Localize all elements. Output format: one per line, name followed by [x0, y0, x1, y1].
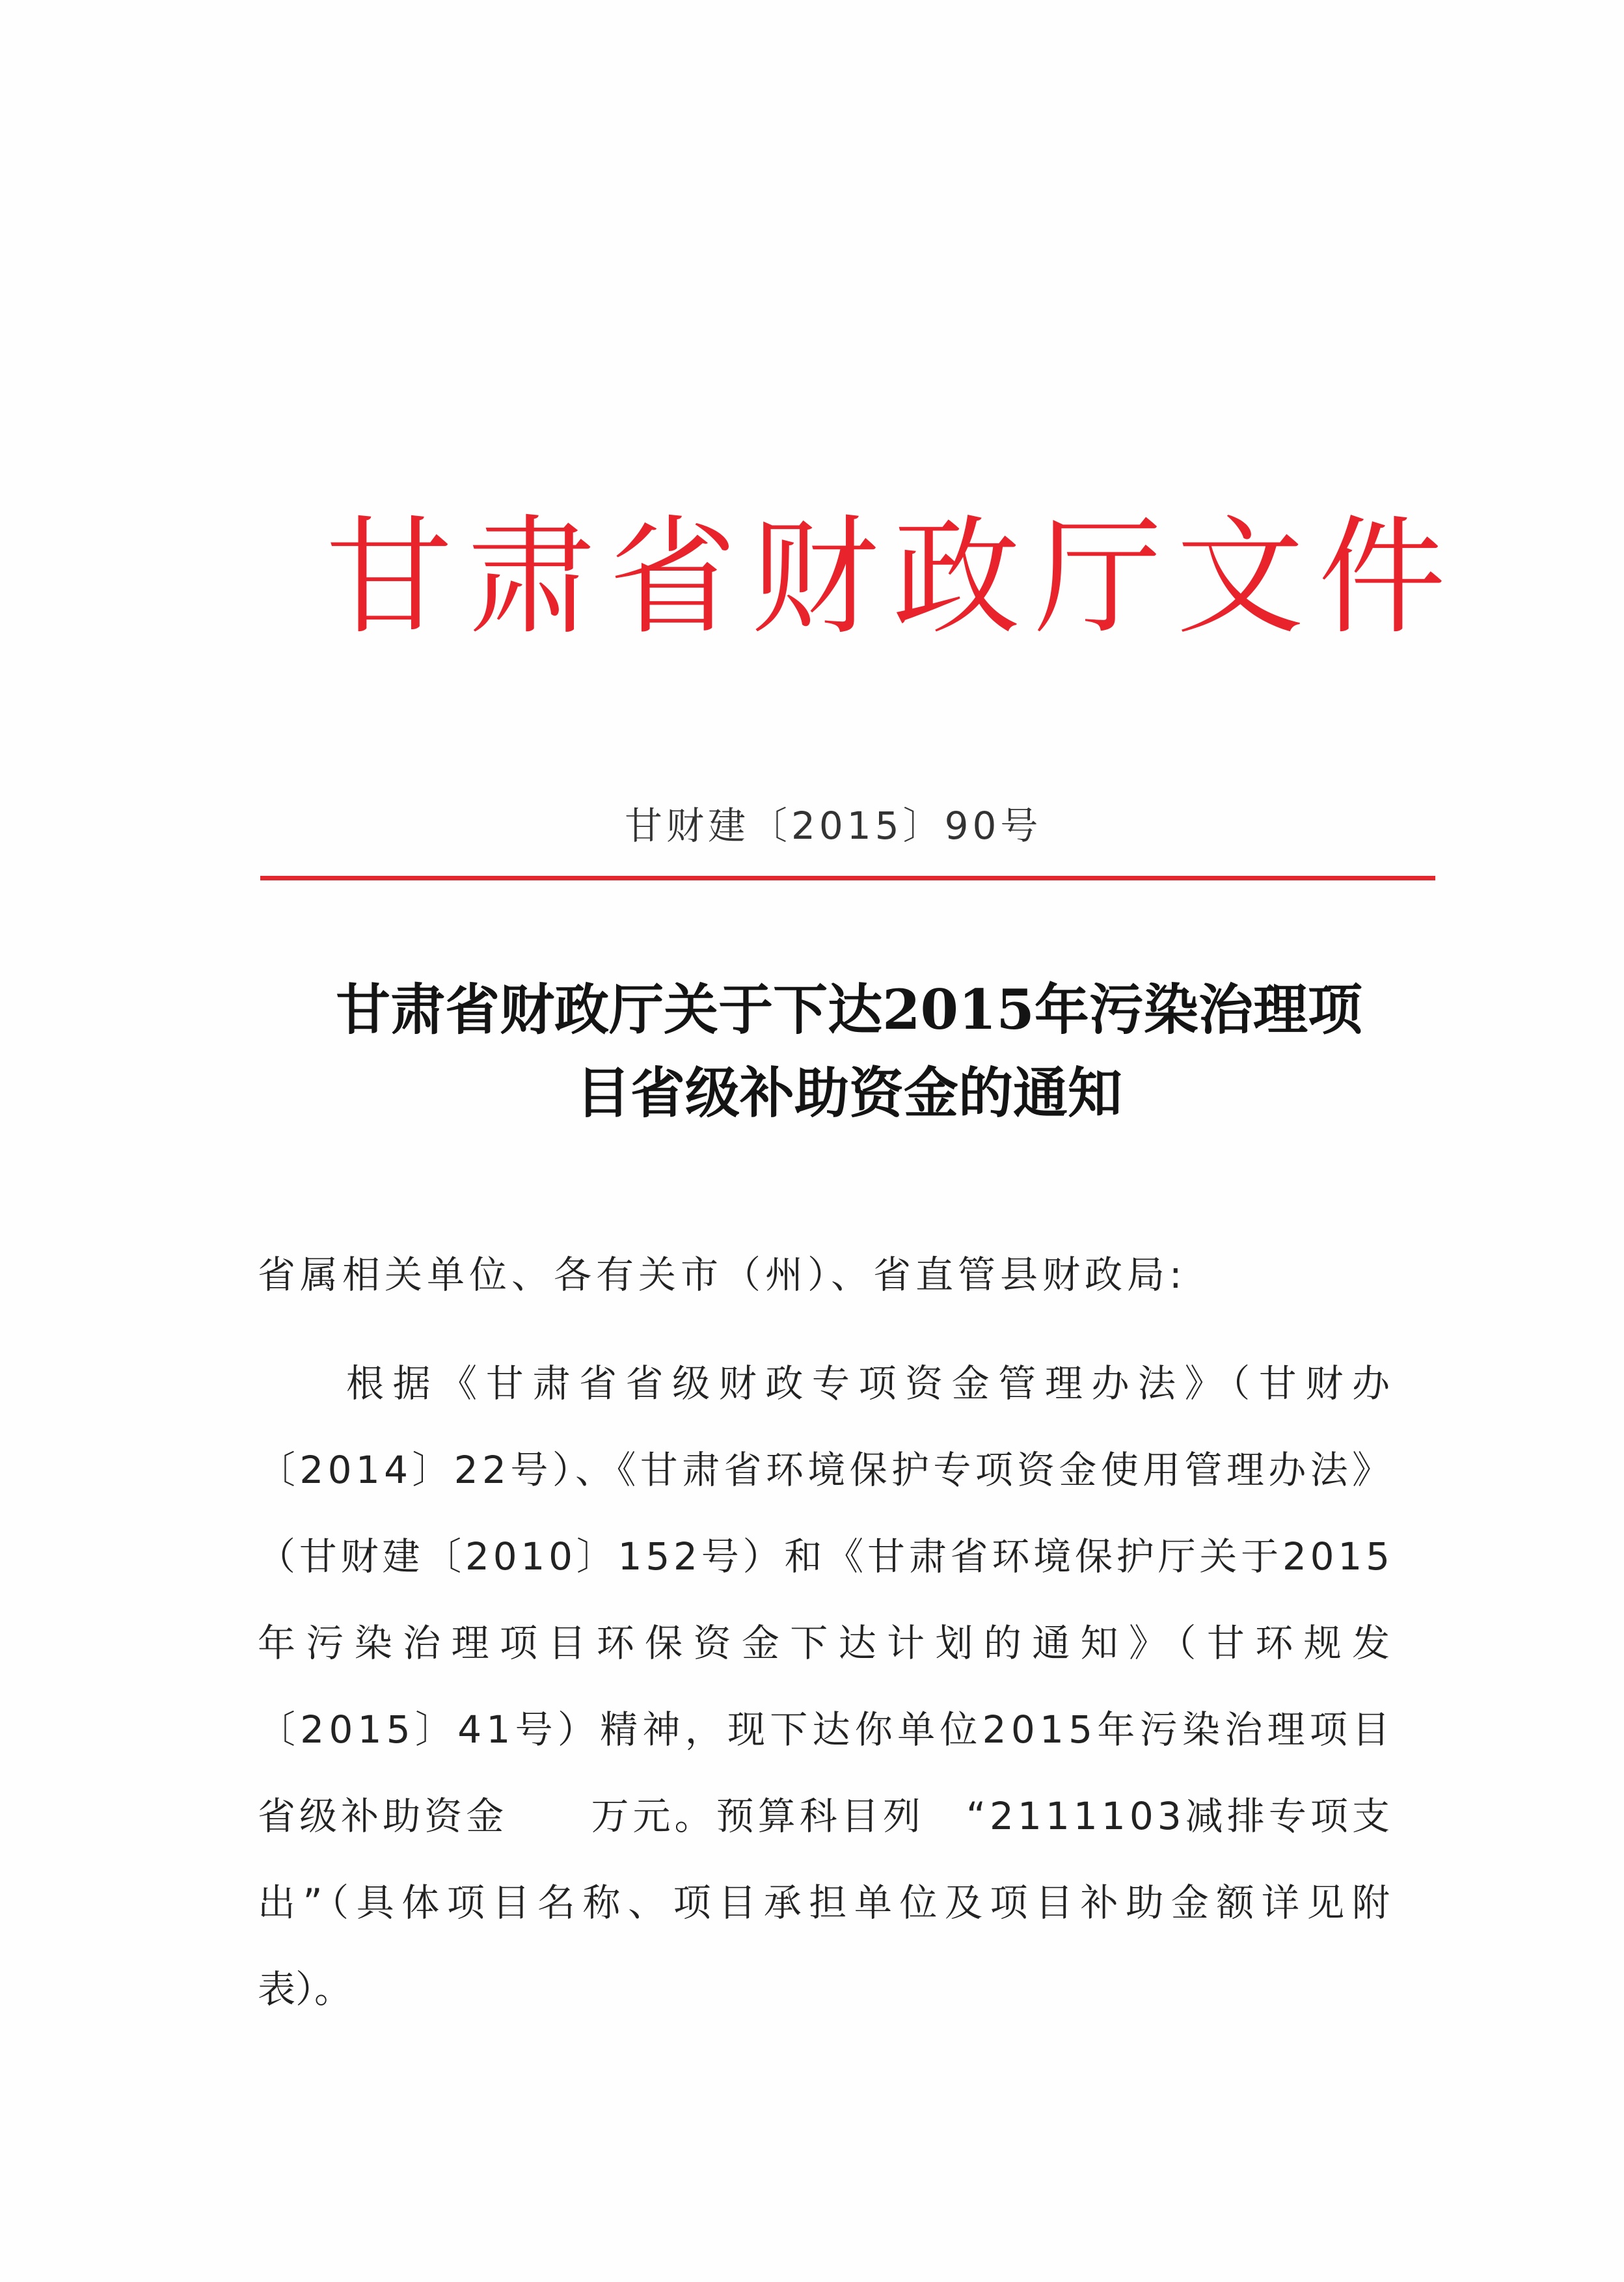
body-line: （甘财建〔2010〕152号）和《甘肃省环境保护厅关于2015 — [258, 1534, 1394, 1579]
body-line: 根据《甘肃省省级财政专项资金管理办法》（甘财办 — [346, 1361, 1399, 1406]
document-title-line-1: 甘肃省财政厅关于下达2015年污染治理项 — [336, 977, 1362, 1042]
body-line: 〔2015〕41号）精神，现下达你单位2015年污染治理项目 — [258, 1707, 1395, 1752]
body-line: 〔2014〕22号）、《甘肃省环境保护专项资金使用管理办法》 — [258, 1448, 1394, 1492]
document-title — [254, 968, 1444, 1135]
document-number: 甘财建〔2015〕90号 — [625, 804, 1042, 848]
red-divider-line — [260, 876, 1435, 880]
body-line: 出”（具体项目名称、项目承担单位及项目补助金额详见附 — [258, 1881, 1398, 1925]
document-title-line-2: 目省级补助资金的通知 — [575, 1061, 1122, 1125]
salutation: 省属相关单位、各有关市（州）、省直管县财政局: — [258, 1253, 1187, 1297]
body-line: 省级补助资金 万元。预算科目列 “2111103减排专项支 — [258, 1794, 1394, 1838]
body-line: 表）。 — [258, 1967, 353, 2011]
body-text — [258, 1340, 1401, 2033]
body-line: 年污染治理项目环保资金下达计划的通知》（甘环规发 — [258, 1621, 1401, 1665]
agency-header-title: 甘肃省财政厅文件 — [325, 504, 1461, 652]
